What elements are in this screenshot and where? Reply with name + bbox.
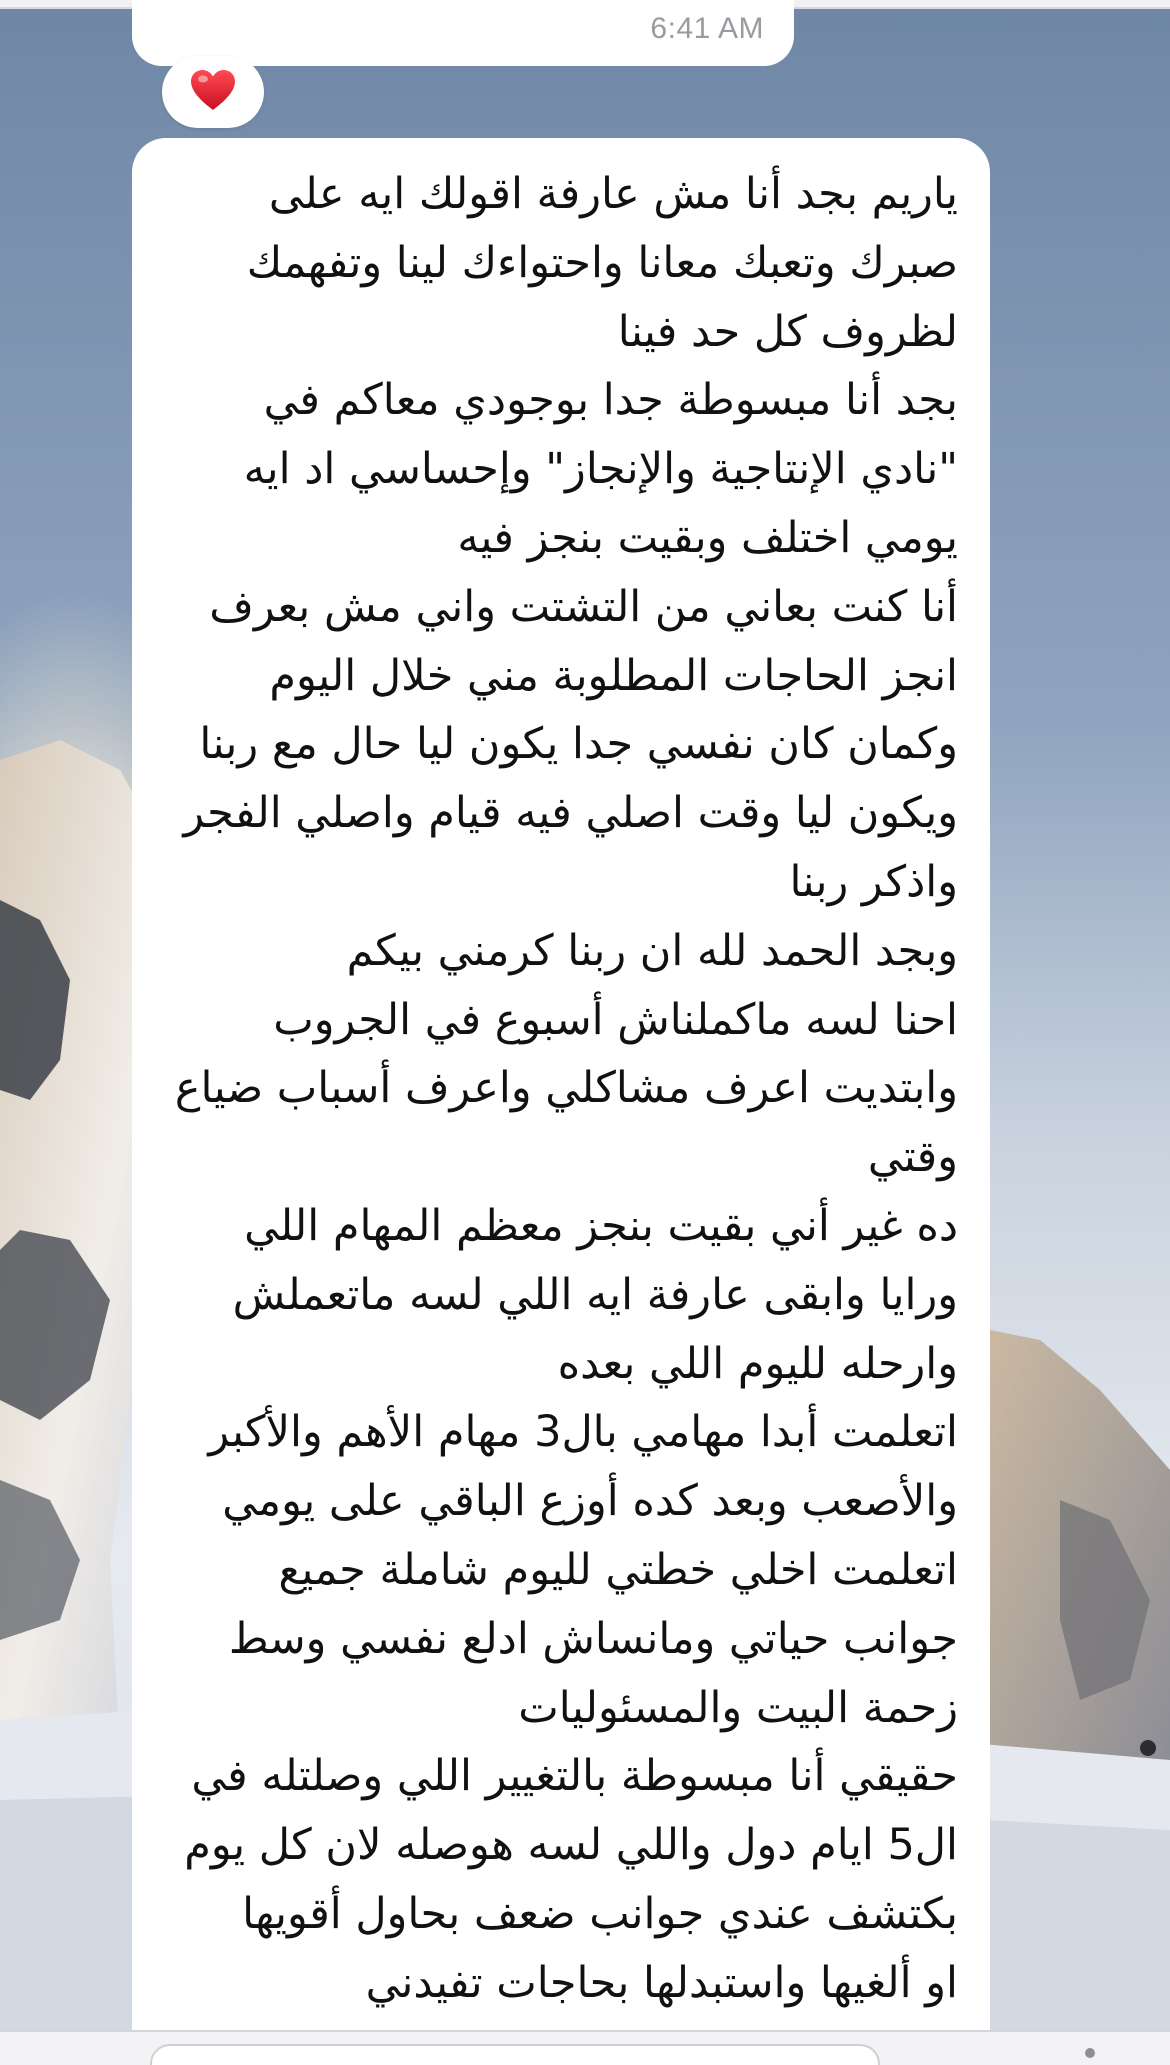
message-line: ده غير أني بقيت بنجز معظم المهام اللي bbox=[244, 1200, 958, 1251]
message-line: انجز الحاجات المطلوبة مني خلال اليوم bbox=[269, 650, 958, 701]
message-text bbox=[164, 160, 958, 2018]
message-line: جوانب حياتي ومانساش ادلع نفسي وسط bbox=[228, 1613, 958, 1664]
message-line: ال5 ايام دول واللي لسه هوصله لان كل يوم bbox=[184, 1820, 958, 1871]
message-line: أنا كنت بعاني من التشتت واني مش بعرف bbox=[209, 581, 958, 632]
message-bubble[interactable] bbox=[132, 138, 990, 2038]
message-line: والأصعب وبعد كده أوزع الباقي على يومي bbox=[222, 1476, 958, 1527]
message-line: بجد أنا مبسوطة جدا بوجودي معاكم في bbox=[263, 375, 958, 426]
message-line: اتعلمت اخلي خطتي لليوم شاملة جميع bbox=[278, 1544, 958, 1595]
message-line: ياريم بجد أنا مش عارفة اقولك ايه على bbox=[268, 169, 958, 219]
message-line: "نادي الإنتاجية والإنجاز" وإحساسي اد ايه bbox=[243, 444, 958, 495]
message-line: واذكر ربنا bbox=[789, 856, 958, 907]
message-line: وارحله لليوم اللي بعده bbox=[557, 1338, 958, 1389]
message-line: ورايا وابقى عارفة ايه اللي لسه ماتعملش bbox=[232, 1269, 958, 1320]
message-reaction[interactable] bbox=[162, 56, 264, 128]
message-line: لظروف كل حد فينا bbox=[617, 306, 958, 357]
message-line: بكتشف عندي جوانب ضعف بحاول أقويها bbox=[242, 1888, 958, 1939]
more-icon[interactable] bbox=[1085, 2048, 1095, 2058]
message-line: وكمان كان نفسي جدا يكون ليا حال مع ربنا bbox=[199, 719, 958, 770]
message-line: وقتي bbox=[867, 1132, 958, 1183]
message-line: ويكون ليا وقت اصلي فيه قيام واصلي الفجر bbox=[183, 788, 958, 839]
message-line: يومي اختلف وبقيت بنجز فيه bbox=[457, 512, 958, 563]
message-line: زحمة البيت والمسئوليات bbox=[518, 1682, 958, 1733]
composer-bar bbox=[0, 2030, 1170, 2065]
message-line: وابتديت اعرف مشاكلي واعرف أسباب ضياع bbox=[174, 1063, 958, 1114]
message-line: اتعلمت أبدا مهامي بال3 مهام الأهم والأكبر bbox=[208, 1407, 958, 1458]
message-timestamp: 6:41 AM bbox=[650, 12, 764, 45]
heart-icon bbox=[189, 68, 237, 116]
message-line: احنا لسه ماكملناش أسبوع في الجروب bbox=[273, 994, 958, 1045]
message-line: صبرك وتعبك معانا واحتواءك لينا وتفهمك bbox=[246, 237, 958, 288]
message-line: او ألغيها واستبدلها بحاجات تفيدني bbox=[365, 1957, 958, 2008]
message-line: حقيقي أنا مبسوطة بالتغيير اللي وصلتله في bbox=[191, 1751, 958, 1802]
message-input[interactable] bbox=[150, 2044, 880, 2065]
message-line: وبجد الحمد لله ان ربنا كرمني بيكم bbox=[346, 925, 958, 976]
